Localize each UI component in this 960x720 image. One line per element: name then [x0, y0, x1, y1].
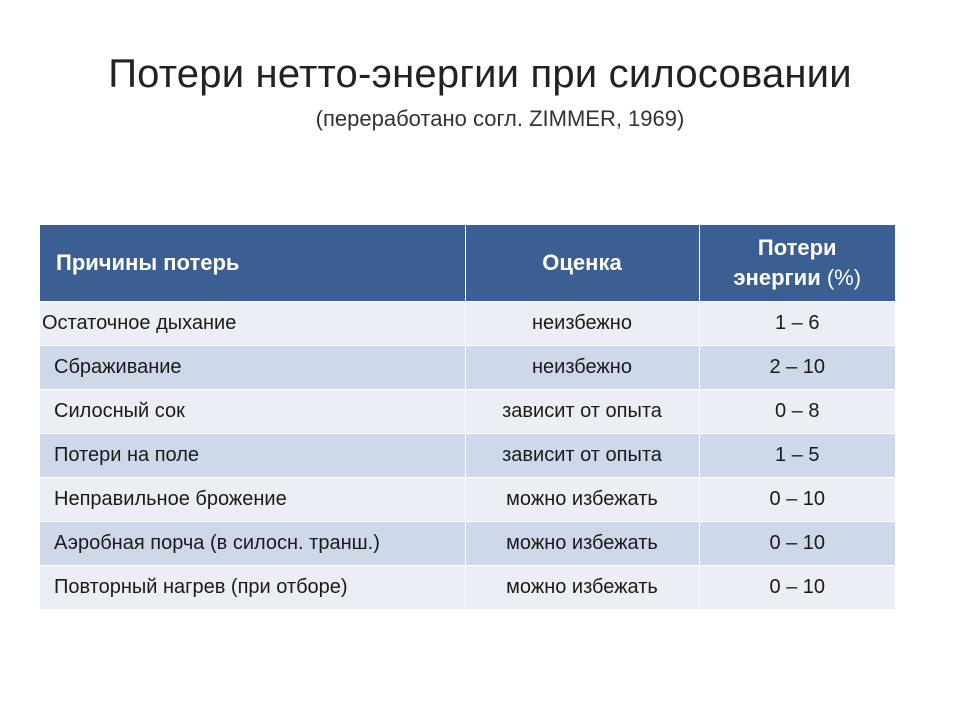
table-row [40, 346, 895, 390]
table-row [40, 434, 895, 478]
cell-value: 1 – 6 [699, 302, 895, 346]
cell-cause: Аэробная порча (в силосн. транш.) [40, 522, 465, 566]
table-header-row [40, 225, 895, 302]
cell-value: 0 – 10 [699, 478, 895, 522]
cell-cause: Силосный сок [40, 390, 465, 434]
table-row [40, 390, 895, 434]
page-subtitle: (переработано согл. ZIMMER, 1969) [315, 106, 685, 131]
energy-loss-table [40, 225, 895, 609]
cell-cause: Неправильное брожение [40, 478, 465, 522]
header-cause: Причины потерь [40, 225, 465, 302]
cell-cause: Повторный нагрев (при отборе) [40, 566, 465, 610]
cell-value: 2 – 10 [699, 346, 895, 390]
cell-value: 1 – 5 [699, 434, 895, 478]
table-row [40, 522, 895, 566]
cell-rating: можно избежать [465, 566, 699, 610]
cell-rating: зависит от опыта [465, 434, 699, 478]
cell-rating: зависит от опыта [465, 390, 699, 434]
table-row [40, 566, 895, 610]
cell-value: 0 – 8 [699, 390, 895, 434]
cell-rating: неизбежно [465, 346, 699, 390]
header-energy-loss [699, 225, 895, 302]
cell-rating: можно избежать [465, 478, 699, 522]
header-loss-line2: энергии [733, 265, 821, 290]
header-rating: Оценка [465, 225, 699, 302]
cell-rating: можно избежать [465, 522, 699, 566]
cell-cause: Сбраживание [40, 346, 465, 390]
cell-value: 0 – 10 [699, 522, 895, 566]
cell-rating: неизбежно [465, 302, 699, 346]
cell-cause: Остаточное дыхание [40, 302, 465, 346]
title-block [0, 50, 960, 134]
header-loss-line1: Потери [757, 235, 837, 260]
page-title: Потери нетто-энергии при силосовании [108, 52, 852, 96]
cell-value: 0 – 10 [699, 566, 895, 610]
table-row [40, 478, 895, 522]
cell-cause: Потери на поле [40, 434, 465, 478]
header-loss-unit: (%) [826, 265, 862, 290]
table-row [40, 302, 895, 346]
